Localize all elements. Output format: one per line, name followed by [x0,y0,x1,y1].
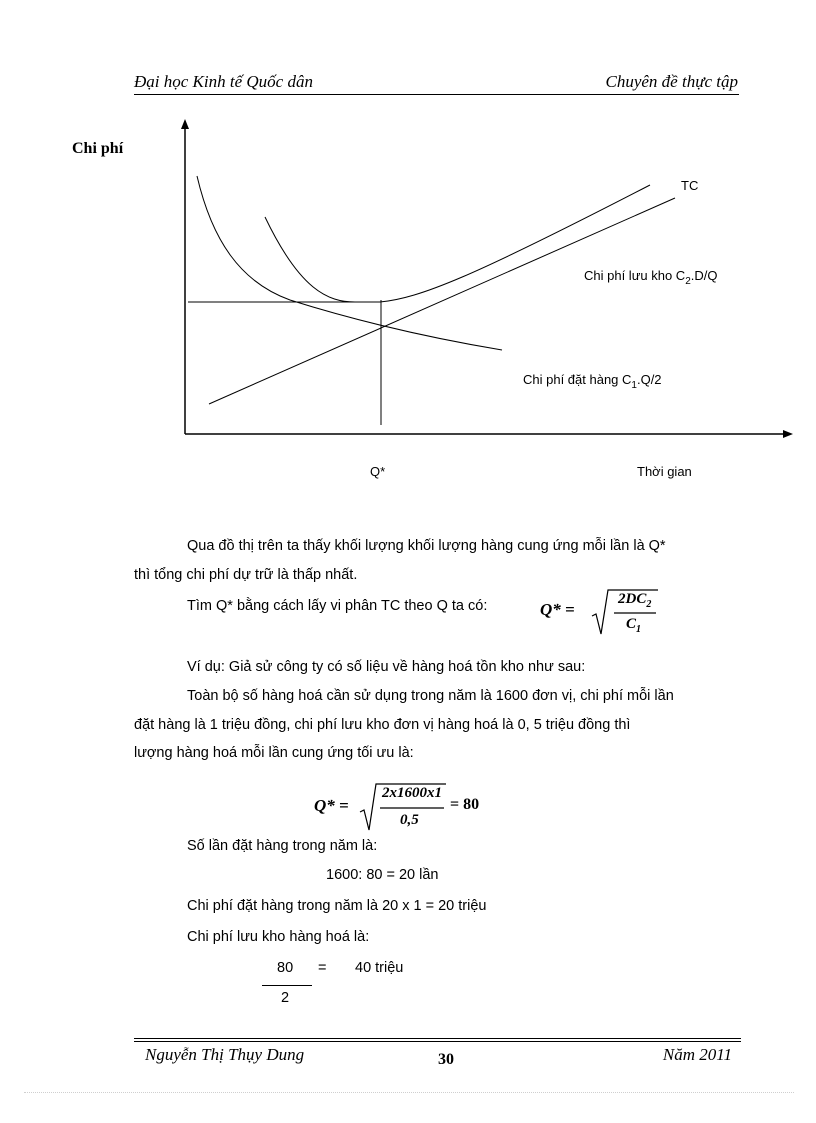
fraction-bar [262,985,312,986]
chart-ylabel: Chi phí [72,140,124,157]
series-label-order: Chi phí đặt hàng $C_1.Q/2$ [523,372,662,391]
series-label-holding: Chi phí lưu kho $C_2.D/Q$ [584,268,718,287]
paragraph-3: Ví dụ: Giả sử công ty có số liệu về hàng hoá tồn kho như sau: [187,659,586,675]
footer-year: Năm 2011 [662,1045,732,1064]
fraction-equals: = [318,960,327,976]
header-right: Chuyên đề thực tập [605,72,738,91]
cost-chart [0,0,816,520]
paragraph-4-end: lượng hàng hoá mỗi lần cung ứng tối ưu là: [134,745,414,761]
fraction-numerator: 80 [277,960,294,976]
paragraph-5: Số lần đặt hàng trong năm là: [187,838,378,854]
paragraph-2: Tìm Q* bằng cách lấy vi phân TC theo Q ta có: [187,598,488,614]
footer-rule-1 [134,1038,741,1039]
paragraph-4: Toàn bộ số hàng hoá cần sử dụng trong năm là 1600 đơn vị, chi phí mỗi lần [187,688,674,704]
paragraph-6: 1600: 80 = 20 lần [326,867,439,883]
paragraph-7: Chi phí đặt hàng trong năm là 20 x 1 = 20 triệu [187,898,487,914]
series-tc-curve [265,185,650,302]
paragraph-1: Qua đồ thị trên ta thấy khối lượng khối lượng hàng cung ứng mỗi lần là Q* [187,538,666,554]
formula-example: Q* = 2x1600x1 0,5 = 80 [314,782,494,834]
header-left: Đại học Kinh tế Quốc dân [134,72,313,91]
x-axis-arrow [783,430,793,438]
paragraph-1-cont: thì tổng chi phí dự trữ là thấp nhất. [134,567,358,583]
page-bottom-border [24,1092,794,1093]
fraction-denominator: 2 [281,990,290,1006]
paragraph-8: Chi phí lưu kho hàng hoá là: [187,929,370,945]
footer-author: Nguyễn Thị Thụy Dung [145,1045,305,1064]
y-axis-arrow [181,119,189,129]
chart-xlabel: Thời gian [637,464,692,479]
series-holding-cost-curve [197,176,502,350]
fraction-result: 40 triệu [355,960,404,976]
page-number: 30 [438,1051,454,1068]
formula-eoq: Q* = $2DC_2$ $C_1$ [540,588,660,638]
x-marker-label: Q* [370,464,386,479]
series-label-tc: TC [681,178,699,193]
footer-rule-2 [134,1041,741,1042]
paragraph-4-cont: đặt hàng là 1 triệu đồng, chi phí lưu kho đơn vị hàng hoá là 0, 5 triệu đồng thì [134,717,631,733]
